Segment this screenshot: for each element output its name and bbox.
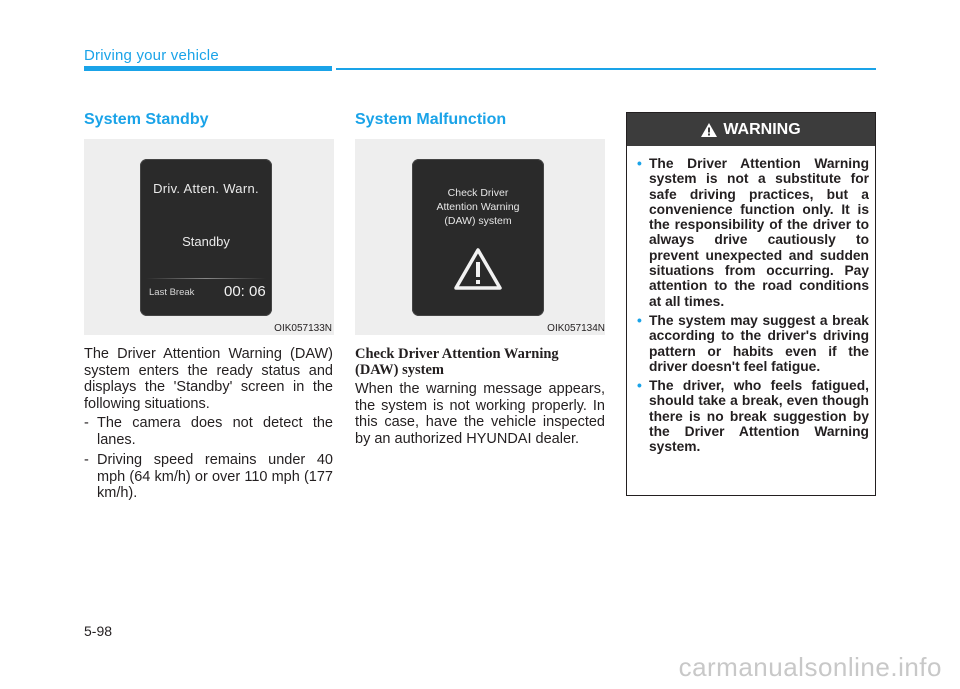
section-header: Driving your vehicle bbox=[84, 47, 219, 64]
warning-header bbox=[627, 113, 875, 146]
page-number: 5-98 bbox=[84, 623, 113, 639]
standby-figure-caption: OIK057133N bbox=[274, 323, 332, 334]
malfunction-figure-caption: OIK057134N bbox=[547, 323, 605, 334]
header-line bbox=[336, 68, 876, 70]
system-standby-title: System Standby bbox=[84, 111, 209, 128]
malfunction-screen-line3: (DAW) system bbox=[444, 215, 512, 227]
malfunction-screen bbox=[412, 159, 544, 316]
standby-screen-status: Standby bbox=[182, 234, 230, 249]
header-bar bbox=[84, 66, 332, 71]
standby-paragraph: The Driver Attention Warning (DAW) system enters the ready status and displays the 'Standby' screen in the following situations. bbox=[84, 346, 333, 412]
list-item: - The camera does not detect the lanes. bbox=[84, 415, 333, 448]
warning-triangle-icon bbox=[453, 247, 503, 291]
list-item: - Driving speed remains under 40 mph (64 km/h) or over 110 mph (177 km/h). bbox=[84, 452, 333, 502]
last-break-time: 00: 06 bbox=[224, 283, 266, 300]
standby-screen bbox=[140, 159, 272, 316]
warning-box bbox=[626, 112, 876, 496]
screen-divider bbox=[146, 278, 266, 279]
malfunction-screen-line1: Check Driver bbox=[447, 187, 509, 199]
last-break-label: Last Break bbox=[149, 287, 195, 298]
warning-title: WARNING bbox=[723, 120, 801, 138]
list-item: • The system may suggest a break according to the driver's driving pattern or habits even if the driver doesn't feel fatigue. bbox=[637, 313, 869, 374]
malfunction-screen-line2: Attention Warning bbox=[436, 201, 520, 213]
warning-list bbox=[637, 156, 869, 459]
watermark: carmanualsonline.info bbox=[678, 652, 942, 682]
standby-screen-title: Driv. Atten. Warn. bbox=[153, 181, 259, 196]
warning-icon bbox=[701, 123, 717, 137]
malfunction-figure bbox=[355, 139, 605, 335]
list-item: • The driver, who feels fatigued, should take a break, even though there is no break suggestion by the Driver Attention Warning system. bbox=[637, 378, 869, 454]
malfunction-paragraph: When the warning message appears, the system is not working properly. In this case, have the vehicle inspected by an authorized HYUNDAI dealer. bbox=[355, 381, 605, 447]
system-malfunction-title: System Malfunction bbox=[355, 111, 507, 128]
check-daw-subtitle: Check Driver Attention Warning (DAW) system bbox=[355, 346, 559, 378]
list-item: • The Driver Attention Warning system is not a substitute for safe driving practices, but a convenience function only. It is the responsibility of the driver to always drive cautiously to prevent unexpected and sudden situations from occurring. Pay attention to the road conditions at all times. bbox=[637, 156, 869, 309]
standby-figure bbox=[84, 139, 334, 335]
standby-conditions-list bbox=[84, 415, 333, 506]
